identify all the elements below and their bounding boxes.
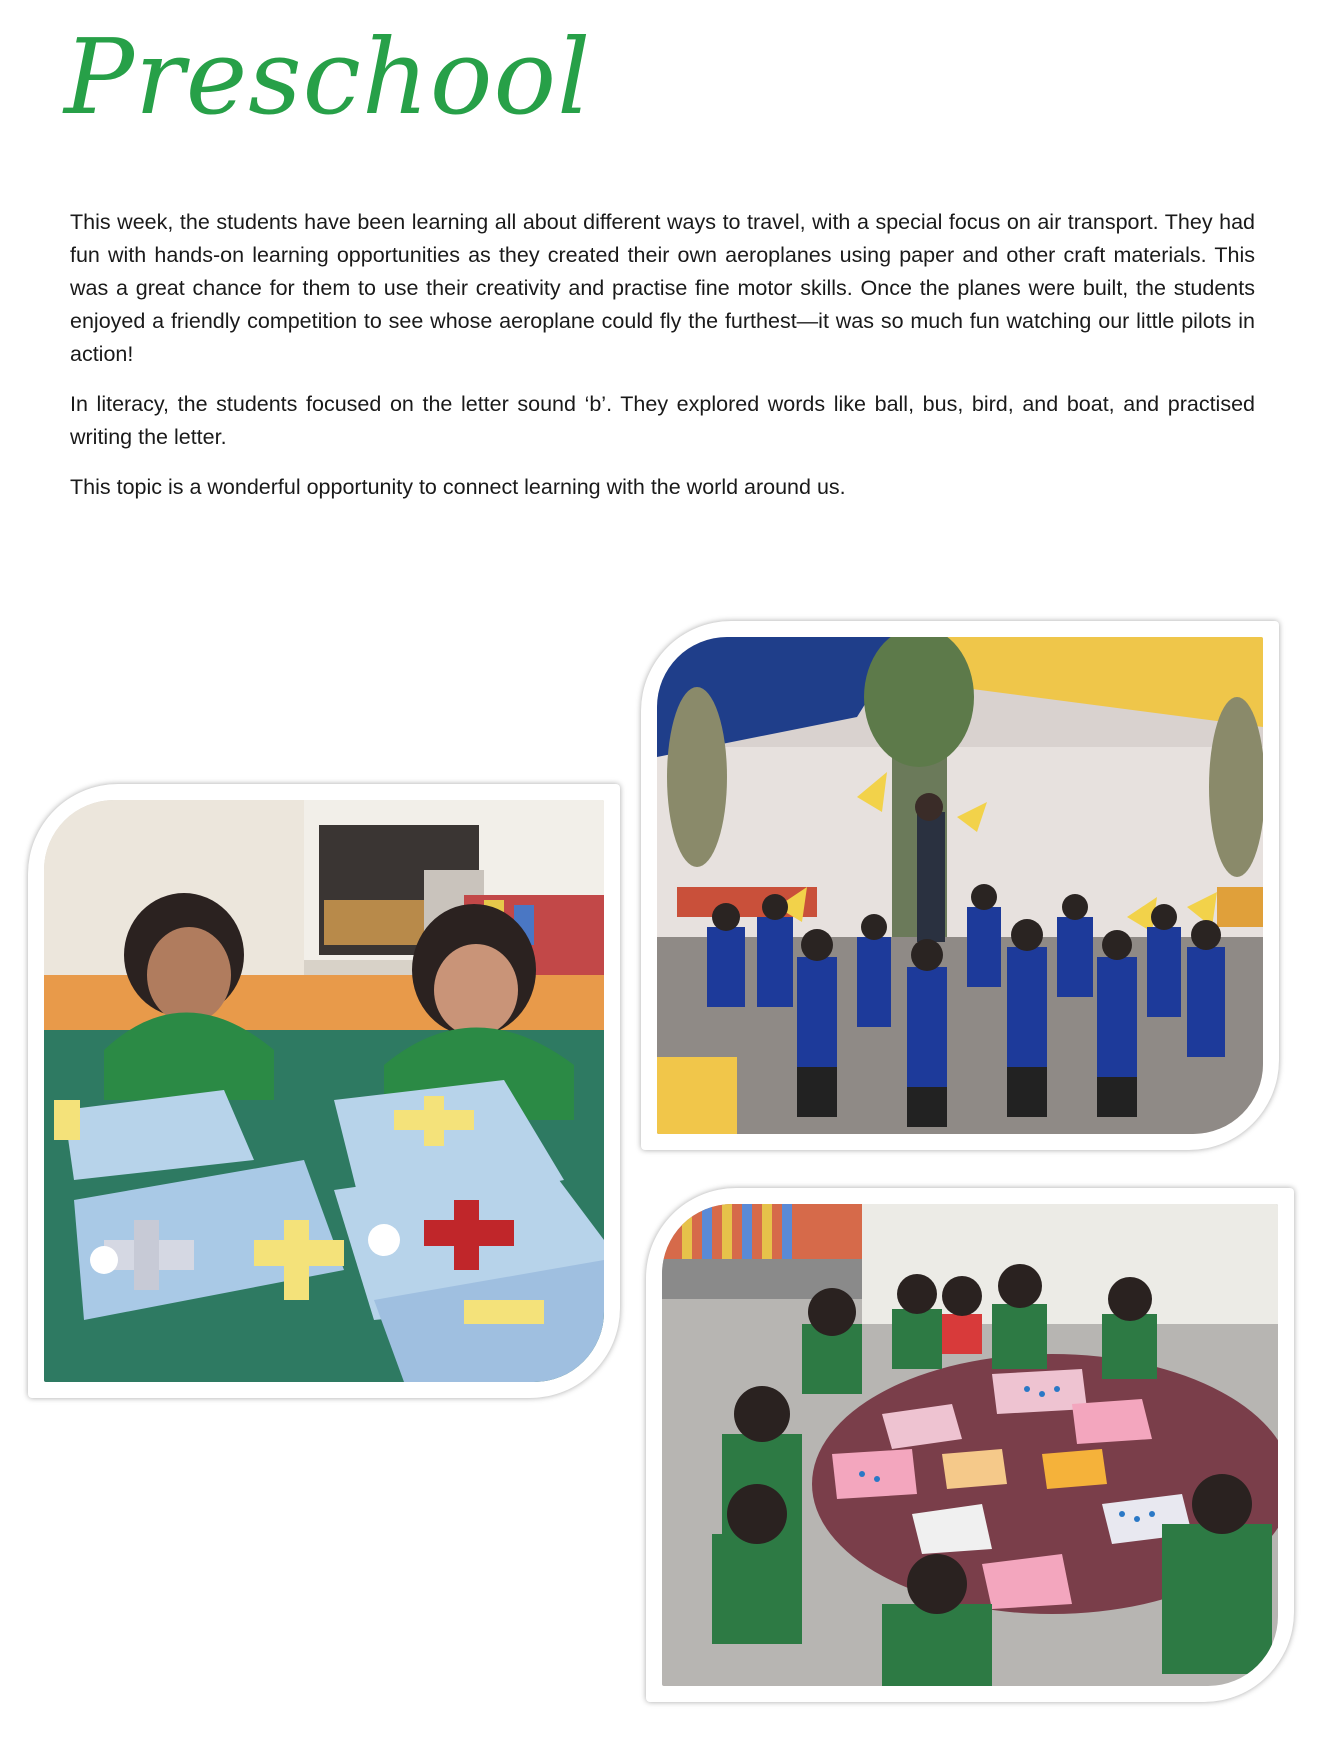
page-title: Preschool: [64, 16, 592, 138]
paragraph-literacy: In literacy, the students focused on the letter sound ‘b’. They explored words like ball, bus, bird, and boat, and practised writing the letter.: [70, 392, 1255, 449]
photo-frame-table-activity: [646, 1188, 1294, 1702]
photo-children-flying-planes: [657, 637, 1263, 1134]
photo-frame-crafting: [28, 784, 620, 1398]
photo-children-table-activity: [662, 1204, 1278, 1686]
photo-frame-flying: [641, 621, 1279, 1150]
paragraph-air-transport: This week, the students have been learning all about different ways to travel, with a special focus on air transport. They had fun with hands-on learning opportunities as they created their own aeroplanes using paper and other craft materials. This was a great chance for them to use their creativity and practise fine motor skills. Once the planes were built, the students enjoyed a friendly competition to see whose aeroplane could fly the furthest—it was so much fun watching our little pilots in action!: [70, 210, 1255, 366]
photo-children-crafting-planes: [44, 800, 604, 1382]
paragraph-topic: This topic is a wonderful opportunity to connect learning with the world around us.: [70, 475, 846, 499]
article-body: [70, 206, 1255, 521]
